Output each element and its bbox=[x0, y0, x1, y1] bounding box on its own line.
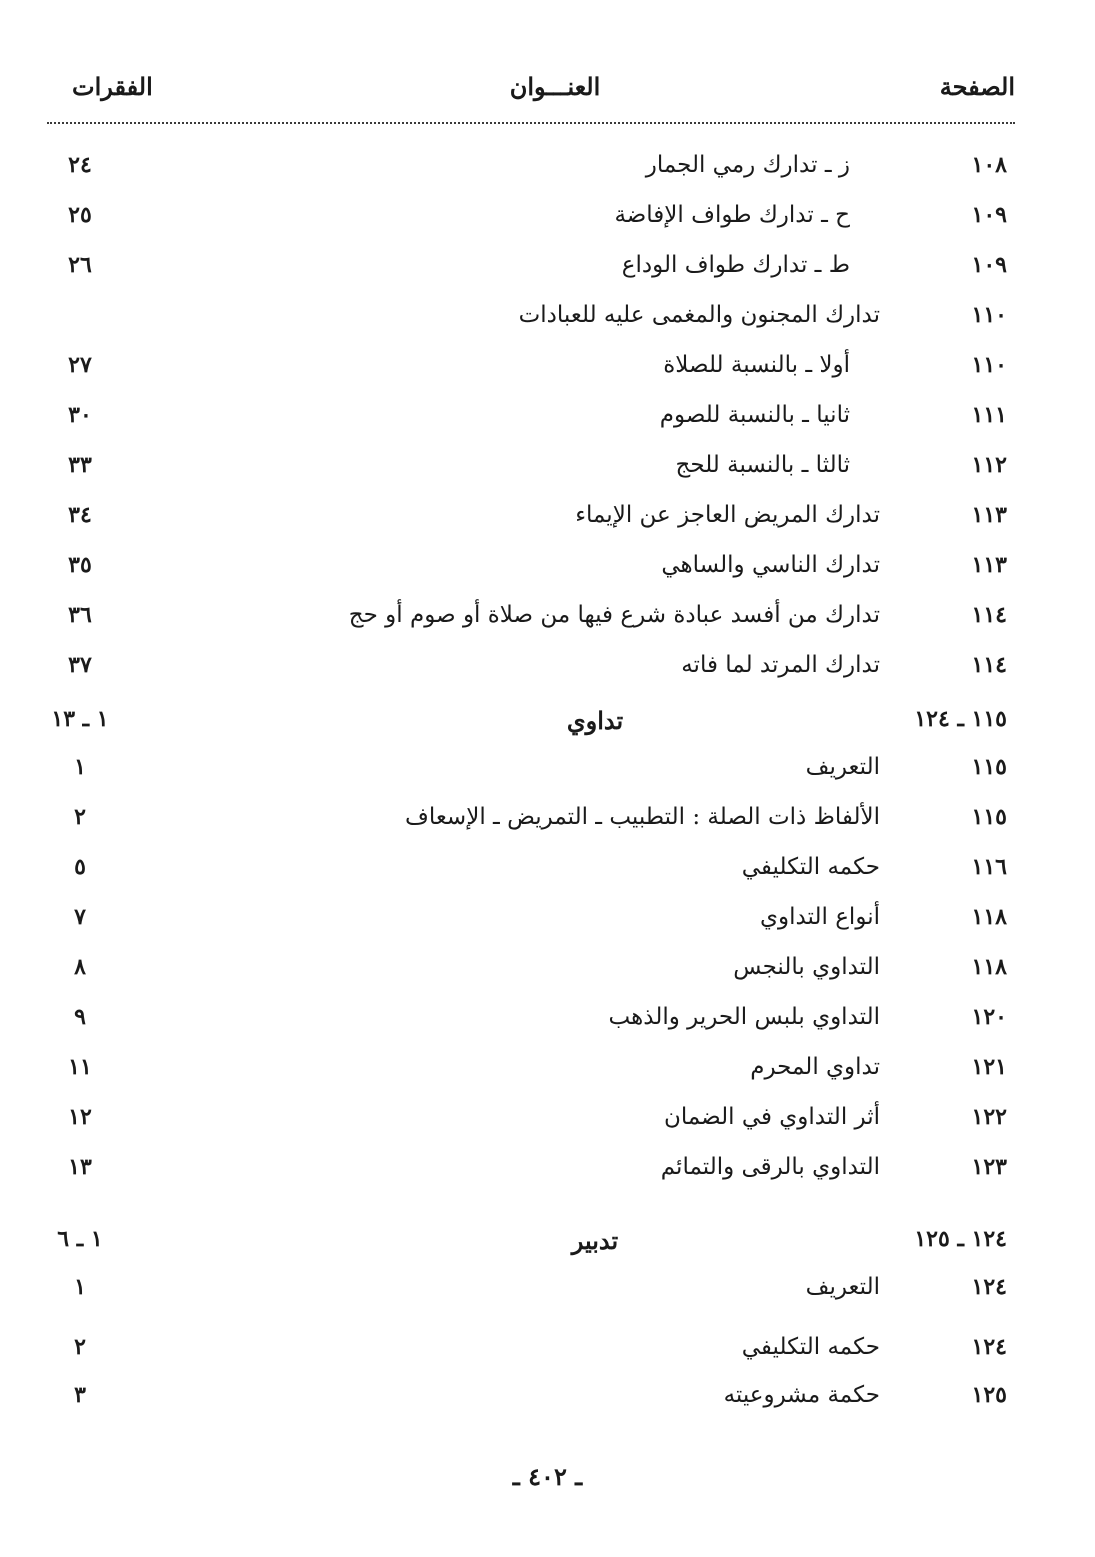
index-entry bbox=[0, 854, 1095, 898]
column-header-page: الصفحة bbox=[939, 72, 1015, 101]
entry-page: ١١٠ bbox=[971, 352, 1007, 378]
entry-page: ١١٦ bbox=[971, 854, 1007, 880]
index-entry bbox=[0, 452, 1095, 496]
entry-paragraphs: ٢٥ bbox=[68, 202, 92, 228]
index-entry bbox=[0, 252, 1095, 296]
entry-paragraphs: ٢ bbox=[74, 804, 86, 830]
entry-title: التعريف bbox=[805, 754, 880, 780]
column-header-title: العنـــوان bbox=[509, 72, 601, 101]
entry-paragraphs: ٢٧ bbox=[68, 352, 92, 378]
entry-title: التداوي بالنجس bbox=[733, 954, 880, 980]
index-entry bbox=[0, 754, 1095, 798]
entry-paragraphs: ٣٥ bbox=[68, 552, 92, 578]
entry-paragraphs: ٥ bbox=[74, 854, 86, 880]
entry-paragraphs: ٣ bbox=[74, 1382, 86, 1408]
index-entry bbox=[0, 352, 1095, 396]
entry-page: ١١٨ bbox=[971, 954, 1007, 980]
entry-title: ثانيا ـ بالنسبة للصوم bbox=[659, 402, 850, 428]
index-entry bbox=[0, 804, 1095, 848]
index-entry bbox=[0, 202, 1095, 246]
entry-title: ثالثا ـ بالنسبة للحج bbox=[675, 452, 850, 478]
entry-paragraphs: ٣٦ bbox=[68, 602, 92, 628]
index-entry bbox=[0, 904, 1095, 948]
entry-title: تدارك المرتد لما فاته bbox=[681, 652, 880, 678]
entry-paragraphs: ٩ bbox=[74, 1004, 86, 1030]
entry-page: ١٢٢ bbox=[971, 1104, 1007, 1130]
entry-title: أثر التداوي في الضمان bbox=[663, 1104, 880, 1130]
entry-page: ١١٥ bbox=[971, 754, 1007, 780]
entry-page: ١٢٤ bbox=[971, 1274, 1007, 1300]
entry-page: ١١٤ bbox=[971, 602, 1007, 628]
entry-title: حكمة مشروعيته bbox=[723, 1382, 880, 1408]
entry-title: التعريف bbox=[805, 1274, 880, 1300]
entry-paragraphs: ٢٤ bbox=[68, 152, 92, 178]
entry-page: ١٢٣ bbox=[971, 1154, 1007, 1180]
entry-paragraphs: ١٢ bbox=[68, 1104, 92, 1130]
section-title: تدبير bbox=[571, 1226, 619, 1255]
entry-page: ١١٢ bbox=[971, 452, 1007, 478]
entry-page: ١١٨ bbox=[971, 904, 1007, 930]
index-entry bbox=[0, 1104, 1095, 1148]
index-entry bbox=[0, 502, 1095, 546]
entry-title: حكمه التكليفي bbox=[741, 1334, 880, 1360]
index-entry bbox=[0, 302, 1095, 346]
section-page-range: ١١٥ ـ ١٢٤ bbox=[914, 706, 1007, 732]
entry-title: تدارك المجنون والمغمى عليه للعبادات bbox=[518, 302, 880, 328]
column-header-paragraphs: الفقرات bbox=[72, 72, 153, 101]
section-paragraph-range: ١ ـ ٦ bbox=[57, 1226, 103, 1252]
entry-title: أولا ـ بالنسبة للصلاة bbox=[663, 352, 850, 378]
index-entry bbox=[0, 1274, 1095, 1318]
entry-paragraphs: ١٣ bbox=[68, 1154, 92, 1180]
entry-title: التداوي بالرقى والتمائم bbox=[660, 1154, 880, 1180]
entry-paragraphs: ٣٧ bbox=[68, 652, 92, 678]
entry-paragraphs: ٣٤ bbox=[68, 502, 92, 528]
index-entry bbox=[0, 1004, 1095, 1048]
index-entry bbox=[0, 652, 1095, 696]
entry-title: أنواع التداوي bbox=[759, 904, 880, 930]
entry-page: ١٠٨ bbox=[971, 152, 1007, 178]
entry-page: ١١٣ bbox=[971, 552, 1007, 578]
entry-title: ح ـ تدارك طواف الإفاضة bbox=[614, 202, 850, 228]
page-number: ـ ٤٠٢ ـ bbox=[512, 1462, 583, 1491]
entry-page: ١٢٤ bbox=[971, 1334, 1007, 1360]
index-entry bbox=[0, 1334, 1095, 1378]
entry-title: حكمه التكليفي bbox=[741, 854, 880, 880]
entry-paragraphs: ٣٠ bbox=[68, 402, 92, 428]
index-entry bbox=[0, 954, 1095, 998]
entry-paragraphs: ٣٣ bbox=[68, 452, 92, 478]
entry-title: تدارك الناسي والساهي bbox=[661, 552, 880, 578]
index-entry bbox=[0, 1382, 1095, 1426]
entry-paragraphs: ٧ bbox=[74, 904, 86, 930]
index-entry bbox=[0, 402, 1095, 446]
entry-page: ١١٥ bbox=[971, 804, 1007, 830]
header-dotted-rule bbox=[47, 122, 1015, 124]
section-title: تداوي bbox=[566, 706, 624, 735]
entry-title: تداوي المحرم bbox=[750, 1054, 880, 1080]
entry-page: ١١١ bbox=[971, 402, 1007, 428]
entry-paragraphs: ٨ bbox=[74, 954, 86, 980]
entry-paragraphs: ٢ bbox=[74, 1334, 86, 1360]
entry-paragraphs: ١١ bbox=[68, 1054, 92, 1080]
section-heading-entry bbox=[0, 1226, 1095, 1270]
section-heading-entry bbox=[0, 706, 1095, 750]
entry-page: ١٢٥ bbox=[971, 1382, 1007, 1408]
index-entry bbox=[0, 1154, 1095, 1198]
entry-page: ١٠٩ bbox=[971, 202, 1007, 228]
entry-page: ١١٤ bbox=[971, 652, 1007, 678]
index-entry bbox=[0, 1054, 1095, 1098]
entry-page: ١١٠ bbox=[971, 302, 1007, 328]
section-page-range: ١٢٤ ـ ١٢٥ bbox=[914, 1226, 1007, 1252]
entry-title: تدارك المريض العاجز عن الإيماء bbox=[575, 502, 880, 528]
entry-title: ز ـ تدارك رمي الجمار bbox=[645, 152, 850, 178]
entry-page: ١١٣ bbox=[971, 502, 1007, 528]
index-entry bbox=[0, 152, 1095, 196]
entry-page: ١٠٩ bbox=[971, 252, 1007, 278]
entry-title: الألفاظ ذات الصلة : التطبيب ـ التمريض ـ الإسعاف bbox=[404, 804, 880, 830]
entry-paragraphs: ٢٦ bbox=[68, 252, 92, 278]
entry-page: ١٢٠ bbox=[971, 1004, 1007, 1030]
index-entry bbox=[0, 602, 1095, 646]
entry-title: ط ـ تدارك طواف الوداع bbox=[621, 252, 850, 278]
index-entry bbox=[0, 552, 1095, 596]
entry-paragraphs: ١ bbox=[74, 754, 86, 780]
section-paragraph-range: ١ ـ ١٣ bbox=[51, 706, 109, 732]
entry-title: تدارك من أفسد عبادة شرع فيها من صلاة أو صوم أو حج bbox=[348, 602, 880, 628]
entry-title: التداوي بلبس الحرير والذهب bbox=[608, 1004, 880, 1030]
entry-paragraphs: ١ bbox=[74, 1274, 86, 1300]
entry-page: ١٢١ bbox=[971, 1054, 1007, 1080]
